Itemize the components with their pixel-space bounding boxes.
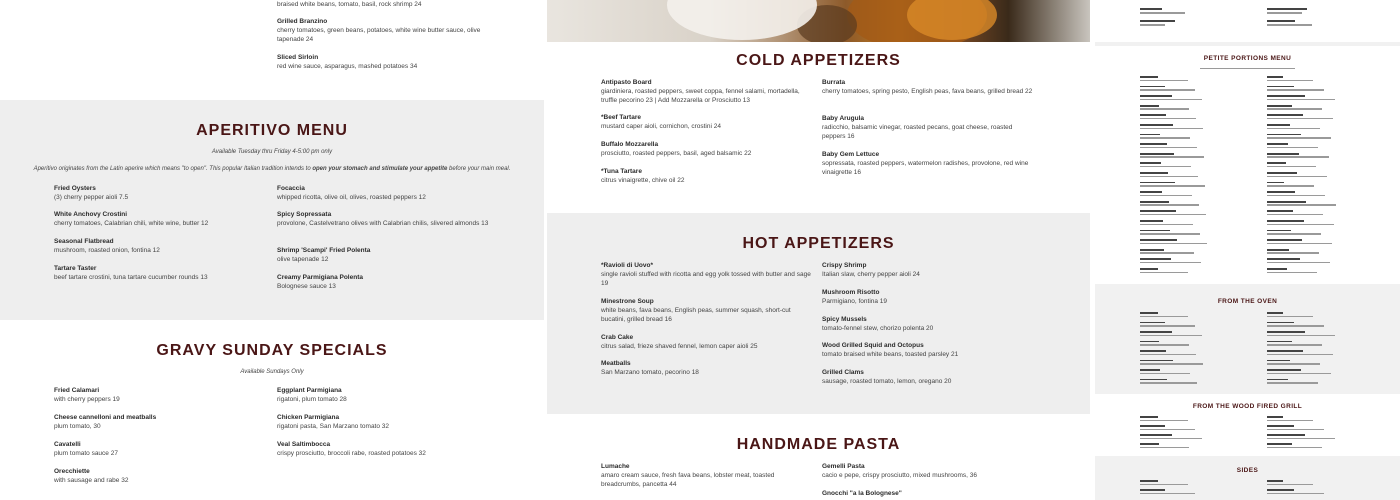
menu-item xyxy=(822,150,1037,177)
thumbnail-text-line xyxy=(1267,379,1288,381)
thumbnail-text-line xyxy=(1140,153,1174,155)
item-name: Mushroom Risotto xyxy=(822,289,880,296)
item-description: braised white beans, tomato, basil, rock shrimp 24 xyxy=(277,1,422,8)
thumbnail-text-line xyxy=(1267,220,1304,222)
item-name: Eggplant Parmigiana xyxy=(277,387,342,394)
item-name: Meatballs xyxy=(601,360,631,367)
item-name: *Ravioli di Uovo* xyxy=(601,262,654,269)
item-description: cacio e pepe, crispy prosciutto, mixed mushrooms, 36 xyxy=(822,472,977,479)
thumbnail-text-line xyxy=(1267,325,1324,327)
item-name: Spicy Sopressata xyxy=(277,211,332,218)
item-description: Italian slaw, cherry pepper aioli 24 xyxy=(822,271,920,278)
section-title: HANDMADE PASTA xyxy=(736,436,901,453)
item-description: mustard caper aioli, cornichon, crostini 24 xyxy=(601,123,721,130)
thumbnail-text-line xyxy=(1267,425,1294,427)
item-description: prosciutto, roasted peppers, basil, aged balsamic 22 xyxy=(601,150,752,157)
thumbnail-text-line xyxy=(1267,416,1283,418)
thumbnail-text-line xyxy=(1267,201,1306,203)
thumbnail-text-line xyxy=(1267,153,1299,155)
item-description: red wine sauce, asparagus, mashed potatoes 34 xyxy=(277,63,418,70)
thumbnail-text-line xyxy=(1140,210,1176,212)
thumbnail-text-line xyxy=(1267,360,1290,362)
thumbnail-text-line xyxy=(1267,493,1324,495)
thumbnail-text-line xyxy=(1140,252,1194,254)
thumbnail-text-line xyxy=(1267,447,1322,449)
item-description: with cherry peppers 19 xyxy=(54,396,120,403)
thumbnail-text-line xyxy=(1267,322,1294,324)
menu-item xyxy=(601,261,813,288)
menu-item xyxy=(822,114,1037,141)
item-name: Shrimp 'Scampi' Fried Polenta xyxy=(277,247,371,254)
thumbnail-text-line xyxy=(1267,252,1319,254)
thumbnail-text-line xyxy=(1267,134,1301,136)
thumbnail-text-line xyxy=(1140,379,1167,381)
item-description: crispy prosciutto, broccoli rabe, roasted potatoes 32 xyxy=(277,450,426,457)
thumbnail-text-line xyxy=(1140,425,1165,427)
thumbnail-text-line xyxy=(1140,114,1166,116)
thumbnail-text-line xyxy=(1140,89,1195,91)
menu-thumbnails xyxy=(1095,0,1400,500)
thumbnail-text-line xyxy=(1140,185,1205,187)
item-name: White Anchovy Crostini xyxy=(54,211,128,218)
thumbnail-text-line xyxy=(1140,162,1161,164)
item-name: Veal Saltimbocca xyxy=(277,441,331,448)
thumbnail-text-line xyxy=(1140,233,1200,235)
thumbnail-text-line xyxy=(1267,86,1294,88)
menu-item xyxy=(277,273,492,291)
section-title: HOT APPETIZERS xyxy=(742,235,895,252)
menu-item xyxy=(601,359,813,377)
thumbnail-text-line xyxy=(1140,268,1158,270)
thumbnail-text-line xyxy=(1267,105,1292,107)
thumbnail-text-line xyxy=(1140,166,1191,168)
thumbnail-page xyxy=(1095,288,1400,392)
item-description: amaro cream sauce, fresh fava beans, lobster meat, toasted breadcrumbs, pancetta 44 xyxy=(601,472,775,488)
thumbnail-text-line xyxy=(1267,185,1314,187)
item-name: Orecchiette xyxy=(54,468,90,475)
item-description: (3) cherry pepper aioli 7.5 xyxy=(54,194,129,201)
item-name: Grilled Branzino xyxy=(277,18,328,25)
thumbnail-text-line xyxy=(1140,416,1158,418)
thumbnail-text-line xyxy=(1140,493,1195,495)
menu-item xyxy=(54,264,269,282)
thumbnail-text-line xyxy=(1267,341,1292,343)
item-description: plum tomato, 30 xyxy=(54,423,101,430)
item-description: tomato braised white beans, toasted parsley 21 xyxy=(822,351,959,358)
item-description: Parmigiano, fontina 19 xyxy=(822,298,888,305)
thumbnail-text-line xyxy=(1267,156,1329,158)
thumbnail-text-line xyxy=(1267,108,1322,110)
menu-item xyxy=(601,462,813,489)
item-description: provolone, Castelvetrano olives with Calabrian chilis, slivered almonds 13 xyxy=(277,220,489,227)
thumbnail-text-line xyxy=(1140,214,1206,216)
thumbnail-text-line xyxy=(1140,249,1164,251)
item-name: Gemelli Pasta xyxy=(822,463,865,470)
item-name: Lumache xyxy=(601,463,630,470)
item-name: Sliced Sirloin xyxy=(277,54,319,61)
menu-item xyxy=(54,237,264,255)
item-name: Gnocchi "a la Bolognese" xyxy=(822,490,902,497)
menu-item xyxy=(277,53,492,71)
menu-item xyxy=(277,0,517,9)
thumbnail-text-line xyxy=(1267,272,1317,274)
item-name: *Beef Tartare xyxy=(601,114,641,121)
thumbnail-text-line xyxy=(1140,137,1190,139)
thumbnail-title: PETITE PORTIONS MENU xyxy=(1203,55,1292,62)
menu-item xyxy=(822,489,1037,498)
thumbnail-text-line xyxy=(1140,204,1199,206)
item-description: sopressata, roasted peppers, watermelon radishes, provolone, red wine vinaigrette 16 xyxy=(822,160,1029,176)
thumbnail-text-line xyxy=(1140,243,1207,245)
thumbnail-text-line xyxy=(1267,420,1313,422)
item-description: white beans, fava beans, English peas, summer squash, short-cut bucatini, grilled bread 16 xyxy=(601,307,791,323)
item-name: Tartare Taster xyxy=(54,265,97,272)
thumbnail-text-line xyxy=(1267,89,1324,91)
menu-item xyxy=(277,184,492,202)
thumbnail-text-line xyxy=(1140,201,1169,203)
thumbnail-text-line xyxy=(1140,360,1173,362)
menu-item xyxy=(54,440,264,458)
menu-item xyxy=(601,167,813,185)
item-name: Fried Calamari xyxy=(54,387,100,394)
item-description: citrus vinaigrette, chive oil 22 xyxy=(601,177,685,184)
thumbnail-text-line xyxy=(1267,316,1313,318)
menu-item xyxy=(277,17,492,44)
item-name: Creamy Parmigiana Polenta xyxy=(277,274,363,281)
thumbnail-text-line xyxy=(1140,325,1195,327)
item-name: Wood Grilled Squid and Octopus xyxy=(822,342,924,349)
item-name: Baby Arugula xyxy=(822,115,865,122)
thumbnail-text-line xyxy=(1140,224,1193,226)
menu-item xyxy=(277,386,492,404)
item-name: Chicken Parmigiana xyxy=(277,414,340,421)
thumbnail-text-line xyxy=(1140,172,1168,174)
thumbnail-text-line xyxy=(1140,191,1162,193)
thumbnail-text-line xyxy=(1140,331,1172,333)
thumbnail-text-line xyxy=(1267,233,1321,235)
item-description: San Marzano tomato, pecorino 18 xyxy=(601,369,699,376)
thumbnail-text-line xyxy=(1140,322,1165,324)
thumbnail-text-line xyxy=(1140,420,1188,422)
availability-note: Available Sundays Only xyxy=(240,369,304,375)
thumbnail-text-line xyxy=(1267,373,1331,375)
item-name: Focaccia xyxy=(277,185,305,192)
item-name: *Tuna Tartare xyxy=(601,168,642,175)
thumbnail-text-line xyxy=(1267,80,1313,82)
item-name: Grilled Clams xyxy=(822,369,864,376)
menu-item xyxy=(277,440,492,458)
thumbnail-text-line xyxy=(1140,335,1202,337)
thumbnail-title: FROM THE OVEN xyxy=(1217,298,1278,305)
section-title: COLD APPETIZERS xyxy=(736,52,901,69)
menu-item xyxy=(54,210,264,228)
thumbnail-text-line xyxy=(1267,191,1295,193)
item-description: plum tomato sauce 27 xyxy=(54,450,118,457)
thumbnail-text-line xyxy=(1267,484,1313,486)
thumbnail-text-line xyxy=(1140,312,1158,314)
thumbnail-text-line xyxy=(1140,262,1201,264)
thumbnail-text-line xyxy=(1140,434,1172,436)
thumbnail-text-line xyxy=(1140,438,1202,440)
thumbnail-text-line xyxy=(1140,480,1158,482)
menu-page-left xyxy=(0,0,544,500)
thumbnail-text-line xyxy=(1140,80,1188,82)
menu-item xyxy=(822,261,1037,279)
thumbnail-page xyxy=(1095,394,1400,456)
thumbnail-text-line xyxy=(1140,143,1167,145)
thumbnail-text-line xyxy=(1267,438,1335,440)
menu-item xyxy=(54,467,264,485)
item-description: with sausage and rabe 32 xyxy=(54,477,129,484)
thumbnail-text-line xyxy=(1267,114,1303,116)
food-photo xyxy=(547,0,1090,42)
thumbnail-text-line xyxy=(1140,108,1189,110)
thumbnail-text-line xyxy=(1140,230,1170,232)
thumbnail-text-line xyxy=(1267,214,1323,216)
item-name: Baby Gem Lettuce xyxy=(822,151,880,158)
item-description: beef tartare crostini, tuna tartare cucumber rounds 13 xyxy=(54,274,208,281)
thumbnail-text-line xyxy=(1267,204,1336,206)
thumbnail-text-line xyxy=(1267,354,1333,356)
thumbnail-page xyxy=(1095,46,1400,284)
thumbnail-text-line xyxy=(1267,118,1333,120)
thumbnail-page xyxy=(1095,0,1400,42)
thumbnail-text-line xyxy=(1267,335,1335,337)
item-name: Crab Cake xyxy=(601,334,634,341)
thumbnail-text-line xyxy=(1140,99,1202,101)
thumbnail-text-line xyxy=(1267,262,1330,264)
item-description: citrus salad, frieze shaved fennel, lemon caper aioli 25 xyxy=(601,343,758,350)
thumbnail-title: SIDES xyxy=(1236,467,1259,474)
item-description: sausage, roasted tomato, lemon, oregano 20 xyxy=(822,378,952,385)
menu-item xyxy=(54,413,264,431)
hot-appetizers-section xyxy=(547,213,1090,414)
thumbnail-text-line xyxy=(1140,350,1166,352)
item-description: rigatoni pasta, San Marzano tomato 32 xyxy=(277,423,390,430)
thumbnail-text-line xyxy=(1140,182,1175,184)
thumbnail-text-line xyxy=(1140,363,1203,365)
menu-item xyxy=(822,288,1037,306)
thumbnail-text-line xyxy=(1140,354,1196,356)
thumbnail-text-line xyxy=(1267,195,1325,197)
item-description: Bolognese sauce 13 xyxy=(277,283,336,290)
thumbnail-text-line xyxy=(1267,382,1318,384)
item-name: Burrata xyxy=(822,79,846,86)
item-description: giardiniera, roasted peppers, sweet coppa, fennel salami, mortadella, truffle pecorino 23 | Add Mozzarella or Prosciutto 13 xyxy=(601,88,800,104)
item-name: Cavatelli xyxy=(54,441,81,448)
thumbnail-text-line xyxy=(1140,86,1165,88)
menu-item xyxy=(601,297,813,324)
menu-item xyxy=(822,315,1037,333)
item-description: cherry tomatoes, Calabrian chili, white wine, butter 12 xyxy=(54,220,209,227)
menu-item xyxy=(277,246,492,264)
menu-item xyxy=(601,78,813,105)
thumbnail-page xyxy=(1095,458,1400,500)
thumbnail-text-line xyxy=(1267,331,1305,333)
thumbnail-text-line xyxy=(1140,147,1197,149)
section-title: GRAVY SUNDAY SPECIALS xyxy=(156,342,388,359)
thumbnail-text-line xyxy=(1140,369,1160,371)
thumbnail-text-line xyxy=(1267,147,1318,149)
thumbnail-text-line xyxy=(1267,268,1287,270)
thumbnail-text-line xyxy=(1267,137,1331,139)
availability-note: Available Tuesday thru Friday 4-5:00 pm only xyxy=(211,149,333,155)
thumbnail-text-line xyxy=(1267,230,1291,232)
menu-item xyxy=(601,333,813,351)
aperitivo-intro: Aperitivo originates from the Latin aperire which means "to open". This popular Italian tradition intends to open your stomach and stimulate your appetite before your main meal. xyxy=(33,166,511,172)
thumbnail-text-line xyxy=(1267,224,1334,226)
thumbnail-text-line xyxy=(1267,166,1316,168)
thumbnail-text-line xyxy=(1140,239,1177,241)
thumbnail-text-line xyxy=(1140,105,1159,107)
thumbnail-text-line xyxy=(1140,176,1198,178)
thumbnail-text-line xyxy=(1140,76,1158,78)
thumbnail-text-line xyxy=(1140,156,1204,158)
menu-item xyxy=(54,184,264,202)
thumbnail-text-line xyxy=(1140,344,1189,346)
thumbnail-text-line xyxy=(1267,258,1300,260)
thumbnail-text-line xyxy=(1140,128,1203,130)
item-description: olive tapenade 12 xyxy=(277,256,329,263)
menu-item xyxy=(601,140,813,158)
menu-item xyxy=(822,462,1037,480)
thumbnail-text-line xyxy=(1267,124,1290,126)
thumbnail-text-line xyxy=(1267,480,1283,482)
thumbnail-text-line xyxy=(1267,350,1303,352)
thumbnail-text-line xyxy=(1267,363,1320,365)
thumbnail-text-line xyxy=(1140,443,1159,445)
thumbnail-text-line xyxy=(1267,128,1320,130)
thumbnail-text-line xyxy=(1140,195,1192,197)
thumbnail-text-line xyxy=(1267,443,1292,445)
thumbnail-text-line xyxy=(1267,344,1322,346)
item-description: whipped ricotta, olive oil, olives, roasted peppers 12 xyxy=(277,194,426,201)
thumbnail-title: FROM THE WOOD FIRED GRILL xyxy=(1192,403,1303,410)
thumbnail-text-line xyxy=(1267,249,1289,251)
thumbnail-text-line xyxy=(1140,382,1197,384)
item-name: Seasonal Flatbread xyxy=(54,238,114,245)
thumbnail-text-line xyxy=(1267,312,1283,314)
thumbnail-text-line xyxy=(1140,258,1171,260)
thumbnail-text-line xyxy=(1267,76,1283,78)
thumbnail-text-line xyxy=(1267,95,1305,97)
section-title: APERITIVO MENU xyxy=(196,122,348,139)
item-description: cherry tomatoes, green beans, potatoes, white wine butter sauce, olive tapenade 24 xyxy=(277,27,481,43)
thumbnail-text-line xyxy=(1267,143,1288,145)
thumbnail-text-line xyxy=(1140,134,1160,136)
thumbnail-text-line xyxy=(1267,162,1286,164)
thumbnail-text-line xyxy=(1267,369,1301,371)
thumbnail-text-line xyxy=(1267,99,1335,101)
menu-item xyxy=(601,113,813,131)
item-name: Buffalo Mozzarella xyxy=(601,141,659,148)
thumbnail-text-line xyxy=(1267,172,1297,174)
thumbnail-text-line xyxy=(1140,489,1165,491)
item-description: rigatoni, plum tomato 28 xyxy=(277,396,347,403)
menu-item xyxy=(54,386,264,404)
item-name: Crispy Shrimp xyxy=(822,262,867,269)
item-description: radicchio, balsamic vinegar, roasted pecans, goat cheese, roasted peppers 16 xyxy=(822,124,1013,140)
item-name: Minestrone Soup xyxy=(601,298,654,305)
thumbnail-text-line xyxy=(1267,489,1294,491)
thumbnail-text-line xyxy=(1267,210,1293,212)
thumbnail-text-line xyxy=(1267,239,1302,241)
item-description: tomato-fennel stew, chorizo polenta 20 xyxy=(822,325,934,332)
thumbnail-text-line xyxy=(1140,95,1172,97)
thumbnail-text-line xyxy=(1140,484,1188,486)
item-name: Antipasto Board xyxy=(601,79,652,86)
thumbnail-text-line xyxy=(1267,176,1327,178)
item-description: single ravioli stuffed with ricotta and egg yolk tossed with butter and sage 19 xyxy=(601,271,811,287)
menu-item xyxy=(822,78,1037,96)
thumbnail-text-line xyxy=(1140,272,1188,274)
thumbnail-text-line xyxy=(1267,429,1324,431)
menu-item xyxy=(822,368,1037,386)
thumbnail-text-line xyxy=(1140,429,1195,431)
item-name: Cheese cannelloni and meatballs xyxy=(54,414,157,421)
thumbnail-text-line xyxy=(1140,316,1188,318)
thumbnail-text-line xyxy=(1267,243,1332,245)
item-name: Spicy Mussels xyxy=(822,316,867,323)
menu-item xyxy=(277,413,492,431)
menu-page-center xyxy=(547,0,1090,500)
thumbnail-text-line xyxy=(1267,182,1284,184)
thumbnail-text-line xyxy=(1140,220,1163,222)
thumbnail-text-line xyxy=(1140,373,1190,375)
aperitivo-section xyxy=(0,100,544,320)
menu-item xyxy=(277,210,492,228)
item-description: mushroom, roasted onion, fontina 12 xyxy=(54,247,160,254)
thumbnail-text-line xyxy=(1140,118,1196,120)
thumbnail-text-line xyxy=(1140,124,1173,126)
thumbnail-text-line xyxy=(1140,341,1159,343)
menu-item xyxy=(822,341,1037,359)
item-description: cherry tomatoes, spring pesto, English peas, fava beans, grilled bread 22 xyxy=(822,88,1033,95)
thumbnail-text-line xyxy=(1267,434,1305,436)
item-name: Fried Oysters xyxy=(54,185,96,192)
thumbnail-text-line xyxy=(1140,447,1189,449)
